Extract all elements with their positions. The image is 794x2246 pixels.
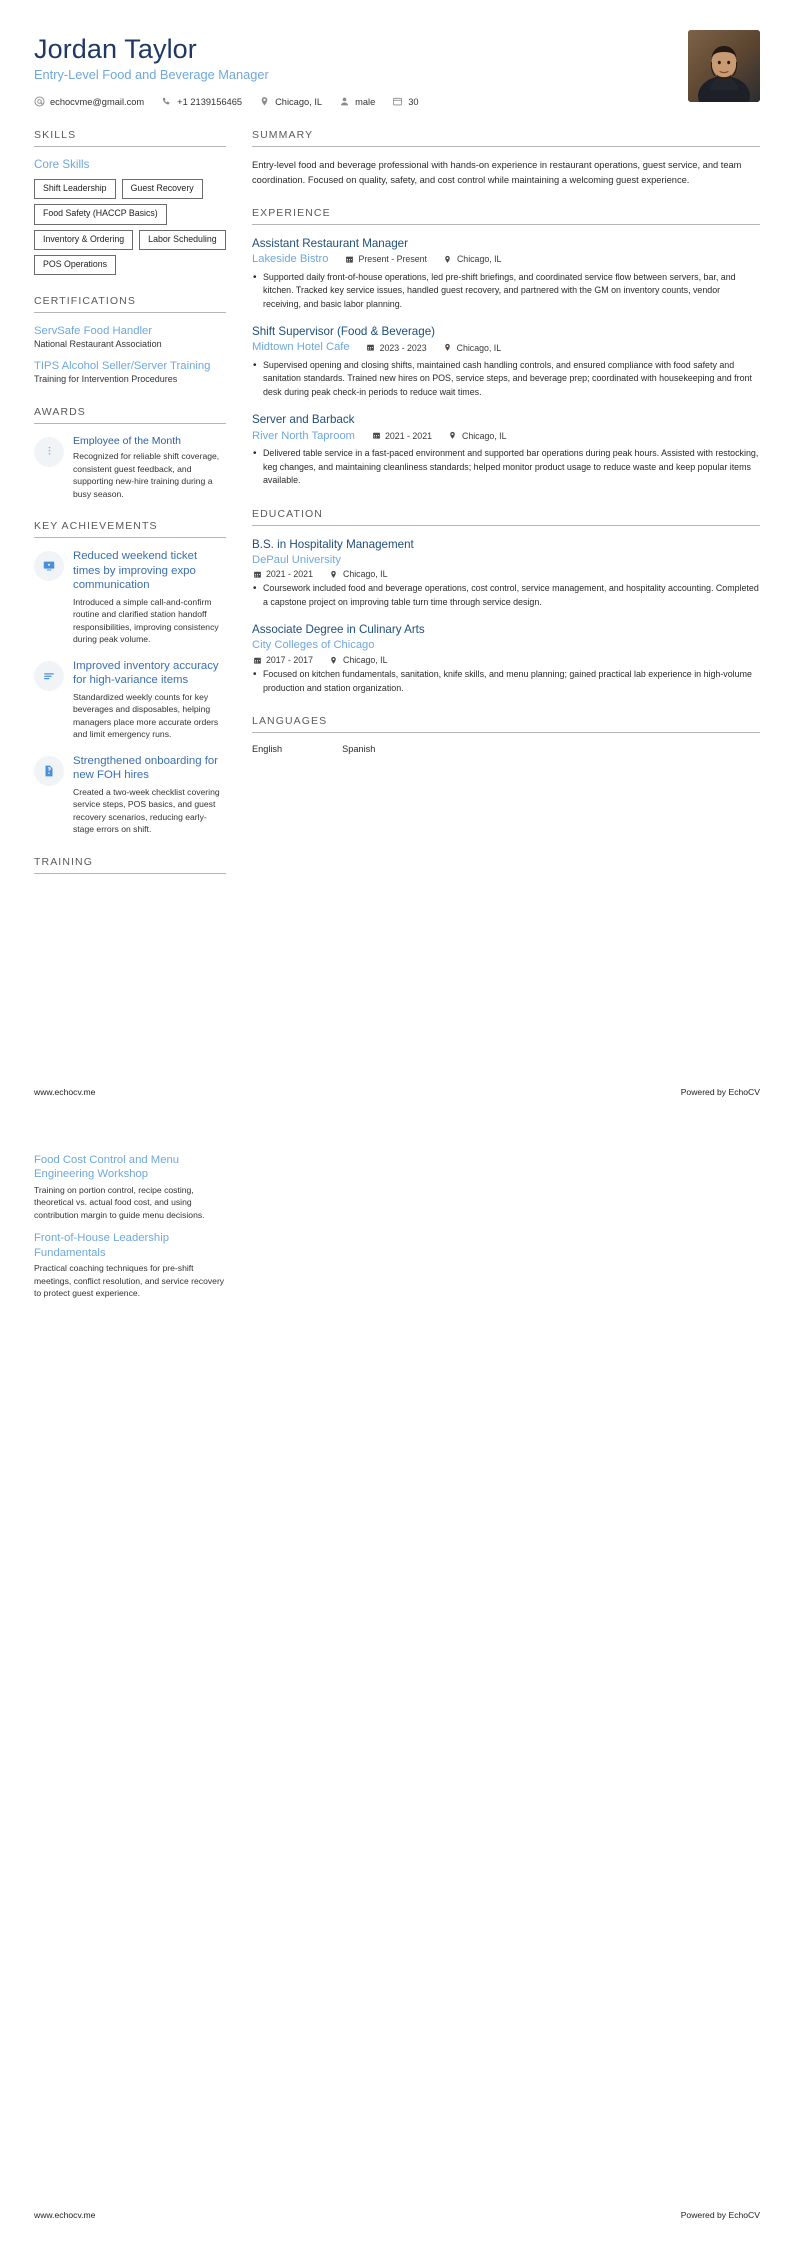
- achievement-item: [34, 549, 226, 646]
- experience-bullet: • Supported daily front-of-house operations, led pre-shift briefings, and coordinated service flow between servers, bar, and kitchen. Tracked key service issues, handled guest recovery, and partnered with the GM on inventory counts, vendor receiving, and basic labor planning.: [252, 271, 760, 312]
- location-pin-icon: [329, 569, 339, 579]
- training-item: [34, 1231, 226, 1299]
- education-dates: [252, 569, 313, 579]
- experience-bullets: [252, 447, 760, 488]
- award-body: [73, 435, 226, 500]
- calendar-icon: [392, 96, 403, 107]
- calendar-icon: [252, 655, 262, 665]
- section-skills: [34, 129, 226, 275]
- contact-location-value: Chicago, IL: [275, 96, 323, 107]
- certification-name: TIPS Alcohol Seller/Server Training: [34, 359, 211, 372]
- contact-row: [34, 96, 674, 107]
- experience-bullet: • Supervised opening and closing shifts, maintained cash handling controls, and ensured compliance with food safety and sanitation standards. Trained new hires on POS, service steps, and beverage prep; coordinated with housekeeping and front desk during peak check-in periods to reduce wait times.: [252, 359, 760, 400]
- section-training-heading: [34, 856, 226, 874]
- experience-dates-value: 2021 - 2021: [385, 430, 432, 441]
- education-degree: B.S. in Hospitality Management: [252, 537, 414, 551]
- achievement-item: [34, 659, 226, 741]
- footer-website[interactable]: www.echocv.me: [34, 2210, 96, 2220]
- experience-location-value: Chicago, IL: [456, 342, 502, 353]
- skills-group-label: Core Skills: [34, 158, 90, 172]
- achievement-description: Standardized weekly counts for key beverages and disposables, helping managers place more accurate orders and limit emergency runs.: [73, 691, 219, 740]
- experience-organization: River North Taproom: [252, 429, 356, 442]
- section-title-awards: AWARDS: [34, 406, 226, 424]
- achievement-item: [34, 754, 226, 836]
- resume-body: [34, 129, 760, 894]
- section-title-certifications: CERTIFICATIONS: [34, 295, 226, 313]
- education-meta: [252, 655, 760, 665]
- skill-chip: Shift Leadership: [34, 179, 116, 199]
- certification-name: ServSafe Food Handler: [34, 325, 153, 338]
- training-description: Training on portion control, recipe costing, theoretical vs. actual food cost, and using contribution margin to guide menu decisions.: [34, 1184, 205, 1220]
- training-item: [34, 1153, 226, 1221]
- experience-dates: [345, 254, 427, 264]
- education-location-value: Chicago, IL: [342, 655, 388, 665]
- section-summary: [252, 129, 760, 187]
- left-column: [34, 129, 226, 894]
- experience-entry: [252, 412, 760, 487]
- experience-role: Server and Barback: [252, 413, 355, 427]
- education-location-value: Chicago, IL: [342, 569, 388, 580]
- section-certifications: [34, 295, 226, 386]
- header-text-block: [34, 30, 674, 107]
- contact-email-value: echocvme@gmail.com: [50, 96, 145, 107]
- education-dates-value: 2021 - 2021: [266, 569, 313, 580]
- page-footer: [34, 2210, 760, 2220]
- email-icon: [34, 96, 45, 107]
- experience-meta: [252, 340, 760, 355]
- experience-bullets: [252, 271, 760, 312]
- experience-organization: Midtown Hotel Cafe: [252, 341, 350, 354]
- person-icon: [339, 96, 350, 107]
- contact-gender: [339, 96, 375, 107]
- resume-page-2: [0, 1123, 794, 2246]
- section-awards: [34, 406, 226, 500]
- education-location: [329, 655, 388, 665]
- contact-location: [259, 96, 322, 107]
- achievement-body: [73, 659, 226, 741]
- footer-powered-by: Powered by EchoCV: [680, 1087, 760, 1097]
- achievement-body: [73, 754, 226, 836]
- skill-chip: Food Safety (HACCP Basics): [34, 204, 167, 224]
- certification-org: Training for Intervention Procedures: [34, 374, 178, 385]
- education-bullets: [252, 582, 760, 609]
- calendar-icon: [345, 254, 355, 264]
- experience-entry: [252, 236, 760, 311]
- job-title: Entry-Level Food and Beverage Manager: [34, 67, 269, 83]
- medal-icon: [34, 437, 64, 467]
- experience-role: Assistant Restaurant Manager: [252, 237, 408, 251]
- experience-bullets: [252, 359, 760, 400]
- skill-chip: Inventory & Ordering: [34, 230, 133, 250]
- section-training-continued: [34, 1153, 226, 1300]
- calendar-icon: [366, 343, 376, 353]
- contact-phone[interactable]: [161, 96, 242, 107]
- contact-gender-value: male: [355, 96, 376, 107]
- section-title-education: EDUCATION: [252, 508, 760, 526]
- section-title-summary: SUMMARY: [252, 129, 760, 147]
- education-meta: [252, 569, 760, 579]
- experience-location: [443, 254, 502, 264]
- contact-phone-value: +1 2139156465: [177, 96, 243, 107]
- education-bullets: [252, 668, 760, 695]
- section-experience: [252, 207, 760, 488]
- education-entry: [252, 537, 760, 610]
- experience-location-value: Chicago, IL: [461, 430, 507, 441]
- skills-chip-list: [34, 179, 226, 275]
- language-item: Spanish: [342, 744, 376, 755]
- language-item: English: [252, 744, 283, 755]
- experience-location: [443, 343, 502, 353]
- education-entry: [252, 622, 760, 695]
- skill-chip: Labor Scheduling: [139, 230, 225, 250]
- summary-text: Entry-level food and beverage professional with hands-on experience in restaurant operations, guest service, and team coordination. Focused on quality, safety, and cost control while maintaining a welcoming guest experience.: [252, 160, 742, 185]
- section-key-achievements: [34, 520, 226, 836]
- experience-meta: [252, 429, 760, 444]
- contact-age: [392, 96, 418, 107]
- achievement-description: Introduced a simple call-and-confirm routine and clarified station handoff responsibilities, improving consistency during peak volume.: [73, 596, 219, 645]
- experience-dates: [366, 343, 427, 353]
- training-title: Food Cost Control and Menu Engineering Workshop: [34, 1154, 180, 1181]
- left-column-page-2: [34, 1153, 226, 1320]
- certification-item: [34, 359, 226, 386]
- section-title-experience: EXPERIENCE: [252, 207, 760, 225]
- achievement-title: Improved inventory accuracy for high-variance items: [73, 659, 219, 687]
- achievement-title: Reduced weekend ticket times by improving expo communication: [73, 550, 198, 592]
- education-school: DePaul University: [252, 553, 341, 566]
- location-pin-icon: [443, 254, 453, 264]
- section-languages: [252, 715, 760, 754]
- section-title-skills: SKILLS: [34, 129, 226, 147]
- award-item: [34, 435, 226, 500]
- skill-chip: POS Operations: [34, 255, 116, 275]
- contact-age-value: 30: [408, 96, 419, 107]
- training-title: Front-of-House Leadership Fundamentals: [34, 1232, 170, 1259]
- right-column: [252, 129, 760, 774]
- experience-bullet: • Delivered table service in a fast-paced environment and supported bar operations during peak hours. Assisted with restocking, keg changes, and maintaining cleanliness standards; helped monitor product usage to reduce waste and keep popular items available.: [252, 447, 760, 488]
- achievement-description: Created a two-week checklist covering service steps, POS basics, and guest recovery scenarios, reducing early-stage errors on shift.: [73, 786, 220, 835]
- experience-organization: Lakeside Bistro: [252, 253, 329, 266]
- page-footer: [34, 1087, 760, 1097]
- achievement-body: [73, 549, 226, 646]
- education-degree: Associate Degree in Culinary Arts: [252, 623, 425, 637]
- list-lines-icon: [34, 661, 64, 691]
- education-bullet: • Coursework included food and beverage operations, cost control, service management, and hospitality accounting. Completed a capstone project on improving table turn time through service design.: [252, 582, 760, 609]
- education-school: City Colleges of Chicago: [252, 639, 375, 652]
- languages-row: [252, 744, 760, 754]
- footer-website[interactable]: www.echocv.me: [34, 1087, 96, 1097]
- calendar-icon: [252, 569, 262, 579]
- certification-org: National Restaurant Association: [34, 339, 162, 350]
- profile-photo-illustration: [688, 30, 760, 102]
- experience-dates: [371, 431, 432, 441]
- location-pin-icon: [259, 96, 270, 107]
- footer-powered-by: Powered by EchoCV: [680, 2210, 760, 2220]
- award-title: Employee of the Month: [73, 434, 181, 447]
- document-icon: [34, 756, 64, 786]
- section-title-training: TRAINING: [34, 856, 226, 874]
- education-dates-value: 2017 - 2017: [266, 655, 313, 665]
- avatar: [688, 30, 760, 102]
- education-location: [329, 569, 388, 579]
- section-education: [252, 508, 760, 695]
- experience-entry: [252, 324, 760, 399]
- location-pin-icon: [329, 655, 339, 665]
- experience-dates-value: 2023 - 2023: [379, 342, 427, 353]
- experience-location: [448, 431, 507, 441]
- contact-email[interactable]: [34, 96, 144, 107]
- experience-meta: [252, 252, 760, 267]
- education-bullet: • Focused on kitchen fundamentals, sanitation, knife skills, and menu planning; gained practical lab experience in high-volume production and station organization.: [252, 668, 760, 695]
- resume-header: [34, 30, 760, 111]
- certification-item: [34, 324, 226, 351]
- location-pin-icon: [443, 343, 453, 353]
- monitor-icon: [34, 551, 64, 581]
- experience-dates-value: Present - Present: [358, 254, 427, 265]
- calendar-icon: [371, 431, 381, 441]
- experience-location-value: Chicago, IL: [456, 254, 502, 265]
- achievement-title: Strengthened onboarding for new FOH hires: [73, 754, 219, 782]
- page-title: Jordan Taylor: [34, 34, 197, 64]
- training-description: Practical coaching techniques for pre-shift meetings, conflict resolution, and service recovery to protect guest experience.: [34, 1263, 225, 1299]
- phone-icon: [161, 96, 172, 107]
- section-title-languages: LANGUAGES: [252, 715, 760, 733]
- location-pin-icon: [448, 431, 458, 441]
- skill-chip: Guest Recovery: [122, 179, 203, 199]
- education-dates: [252, 655, 313, 665]
- award-description: Recognized for reliable shift coverage, consistent guest feedback, and supporting new-hire training during a busy season.: [73, 451, 220, 499]
- experience-role: Shift Supervisor (Food & Beverage): [252, 325, 436, 339]
- section-title-key-achievements: KEY ACHIEVEMENTS: [34, 520, 226, 538]
